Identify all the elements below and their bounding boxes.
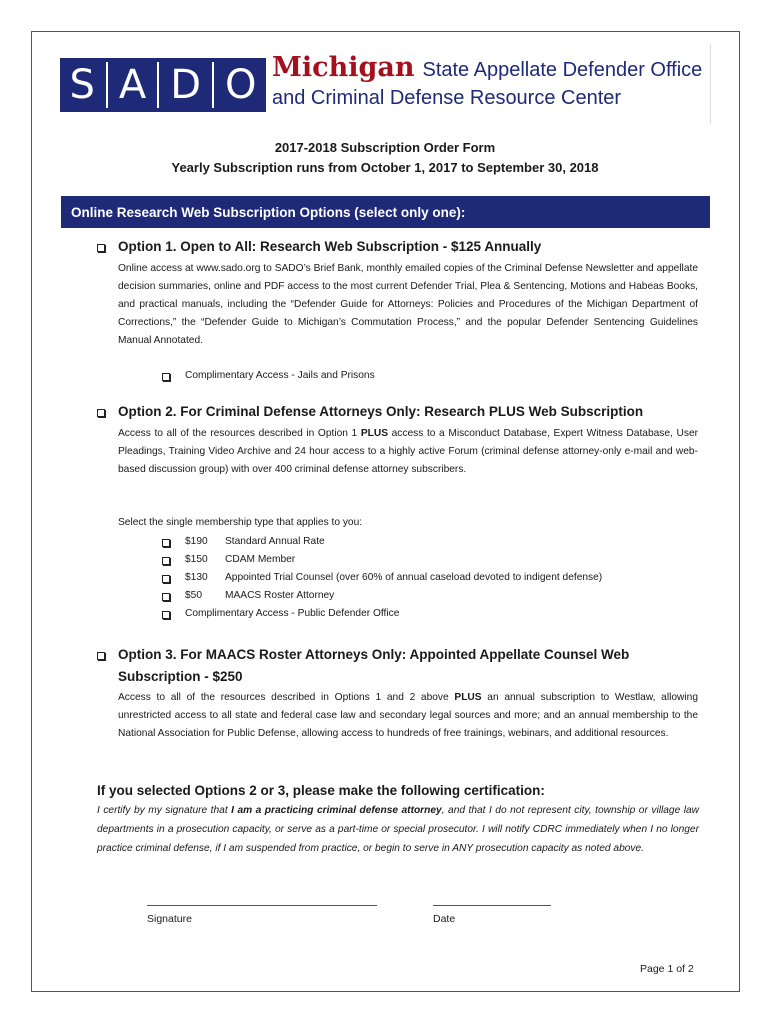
option2-checkbox[interactable]	[97, 409, 105, 417]
logo-letter-s: S	[69, 62, 95, 108]
form-title	[0, 138, 770, 178]
form-title-line1: 2017-2018 Subscription Order Form	[274, 140, 496, 155]
option3-title-line1: Option 3. For MAACS Roster Attorneys Only: Appointed Appellate Counsel Web	[118, 647, 630, 662]
membership-checkbox[interactable]	[162, 539, 170, 547]
logo-letter-o: O	[224, 62, 257, 108]
logo-divider	[106, 62, 108, 108]
option1-checkbox[interactable]	[97, 244, 105, 252]
plus-emphasis: PLUS	[454, 692, 482, 703]
option3-checkbox[interactable]	[97, 652, 105, 660]
signature-label: Signature	[147, 913, 192, 925]
membership-label: CDAM Member	[225, 554, 296, 565]
logo-letter-d: D	[170, 62, 201, 108]
option2-title: Option 2. For Criminal Defense Attorneys Only: Research PLUS Web Subscription	[118, 404, 644, 419]
date-field[interactable]	[433, 905, 551, 906]
page-number: Page 1 of 2	[640, 963, 694, 975]
membership-checkbox[interactable]	[162, 593, 170, 601]
membership-label: Complimentary Access - Public Defender Office	[185, 608, 400, 619]
option1-complimentary-checkbox[interactable]	[162, 373, 170, 381]
option3-title-line2: Subscription - $250	[118, 669, 243, 684]
membership-price: $150	[185, 554, 208, 565]
logo-divider	[212, 62, 214, 108]
logo-letter-a: A	[118, 62, 147, 108]
membership-price: $50	[185, 590, 202, 601]
section-banner: Online Research Web Subscription Options (select only one):	[61, 196, 710, 228]
membership-checkbox[interactable]	[162, 611, 170, 619]
option1-title: Option 1. Open to All: Research Web Subscription - $125 Annually	[118, 239, 542, 254]
header-rule	[710, 44, 711, 124]
organization-name	[272, 52, 712, 110]
membership-checkbox[interactable]	[162, 575, 170, 583]
header-logo	[60, 46, 720, 126]
sado-logo	[60, 58, 266, 112]
plus-emphasis: PLUS	[360, 428, 389, 439]
option1-complimentary-label: Complimentary Access - Jails and Prisons	[185, 370, 375, 381]
membership-select-label: Select the single membership type that applies to you:	[118, 517, 363, 528]
certification-heading: If you selected Options 2 or 3, please make the following certification:	[97, 783, 545, 798]
membership-price: $130	[185, 572, 208, 583]
office-name-line2: and Criminal Defense Resource Center	[272, 87, 622, 109]
membership-checkbox[interactable]	[162, 557, 170, 565]
membership-label: MAACS Roster Attorney	[225, 590, 335, 601]
option1-description: Online access at www.sado.org to SADO’s Brief Bank, monthly emailed copies of the Criminal Defense Newsletter and appellate decision summaries, online and PDF access to the most current Defender Trial, Plea & Sentencing, Motions and Habeas Books, and practical manuals, including the “Defender Guide for Attorneys: Policies and Procedures of the Michigan Department of Corrections,” the “Defender Guide to Michigan’s Commutation Process,” and the popular Defender Sentencing Guidelines Manual Annotated.	[118, 263, 698, 346]
michigan-wordmark: Michigan	[272, 52, 415, 83]
signature-field[interactable]	[147, 905, 377, 906]
option3-description: Access to all of the resources described in Options 1 and 2 above PLUS an annual subscription to Westlaw, allowing unrestricted access to all state and federal case law and secondary legal sources and more; and an annual membership to the National Association for Public Defense, allowing access to hundreds of free trainings, webinars, and additional resources.	[118, 692, 698, 739]
option2-description: Access to all of the resources described in Option 1 PLUS access to a Misconduct Database, Expert Witness Database, User Pleadings, Training Video Archive and 24 hour access to a highly active Forum (criminal defense attorney-only e-mail and web-based discussion group) with over 400 criminal defense attorney subscribers.	[118, 428, 698, 475]
certification-emphasis: I am a practicing criminal defense attorney	[231, 805, 442, 816]
membership-label: Appointed Trial Counsel (over 60% of annual caseload devoted to indigent defense)	[225, 572, 603, 583]
certification-text: I certify by my signature that I am a practicing criminal defense attorney, and that I do not represent city, township or village law departments in a prosecution capacity, or serve as a part-time or special prosecutor. I will notify CDRC immediately when I no longer practice criminal defense, if I am suspended from practice, or begin to serve in ANY prosecution capacity as noted above.	[97, 805, 699, 854]
office-name-line1: State Appellate Defender Office	[422, 59, 703, 81]
date-label: Date	[433, 913, 456, 925]
membership-price: $190	[185, 536, 208, 547]
logo-divider	[157, 62, 159, 108]
form-title-line2: Yearly Subscription runs from October 1, 2017 to September 30, 2018	[171, 160, 599, 175]
membership-label: Standard Annual Rate	[225, 536, 325, 547]
